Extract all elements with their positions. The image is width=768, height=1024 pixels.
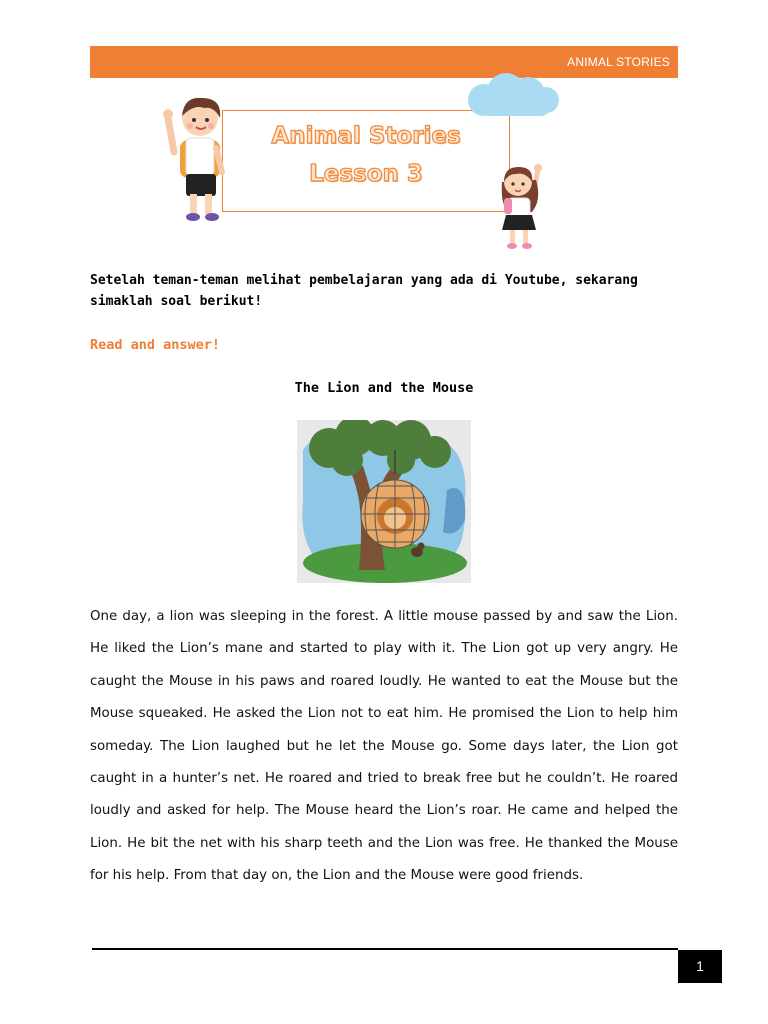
cloud-icon: [462, 72, 562, 122]
story-body: One day, a lion was sleeping in the forest. A little mouse passed by and saw the Lion. He liked the Lion’s mane and started to play with it. The Lion got up very angry. He caught the Mouse in his paws and roared loudly. He wanted to eat the Mouse but the Mouse squeaked. He asked the Lion not to eat him. He promised the Lion to help him someday. The Lion laughed but he let the Mouse go. Some days later, the Lion got caught in a hunter’s net. He roared and tried to break free but he couldn’t. He roared loudly and asked for help. The Mouse heard the Lion’s roar. He came and helped the Lion. He bit the net with his sharp teeth and the Lion was free. He thanked the Mouse for his help. From that day on, the Lion and the Mouse were good friends.: [90, 609, 678, 884]
instruction-text: Read and answer!: [90, 337, 221, 353]
header-bar: [90, 46, 678, 78]
girl-waving-icon: [492, 160, 552, 252]
header-label: ANIMAL STORIES: [567, 55, 670, 69]
lesson-number: Lesson 3: [309, 161, 423, 187]
page-number-box: [678, 950, 722, 983]
intro-text: Setelah teman-teman melihat pembelajaran yang ada di Youtube, sekarang simaklah soal berikut!: [90, 273, 638, 309]
lesson-title-box: [222, 110, 510, 212]
story-title: The Lion and the Mouse: [294, 380, 474, 396]
page-number: 1: [696, 958, 704, 974]
footer-divider: [92, 948, 678, 950]
boy-waving-icon: [160, 90, 235, 225]
lion-in-net-under-tree-illustration: [297, 420, 471, 583]
lesson-title: Animal Stories: [271, 123, 461, 149]
